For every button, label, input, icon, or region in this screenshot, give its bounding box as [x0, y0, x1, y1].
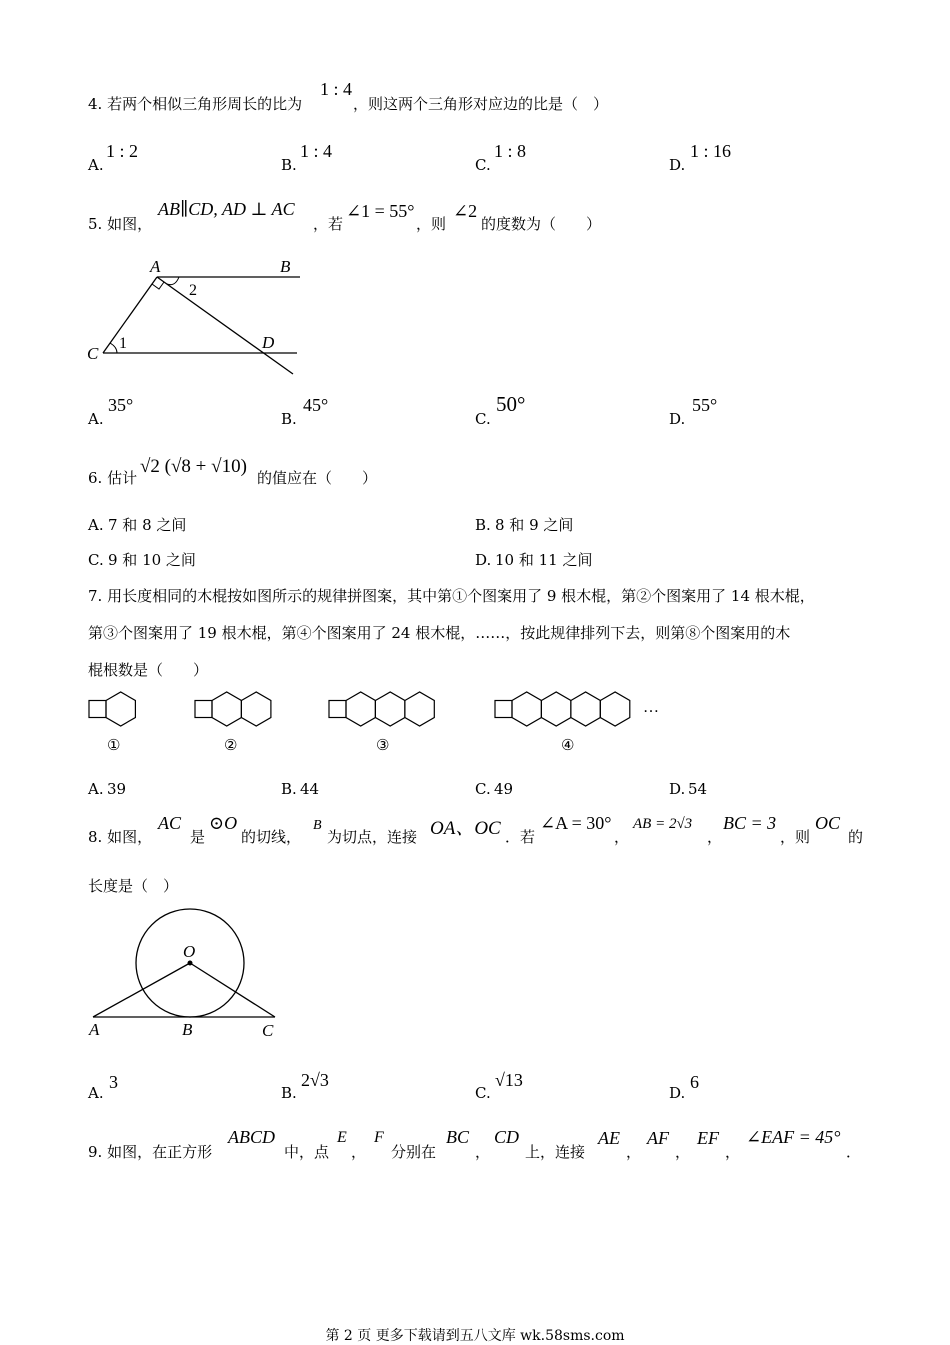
line-oc — [190, 963, 275, 1017]
q7-figure-label-4: ④ — [561, 736, 575, 754]
q8-option-d-value: 6 — [690, 1072, 699, 1092]
q8-option-c-label: C. — [475, 1084, 491, 1102]
q8-stem-a: 8. 如图， — [88, 828, 153, 846]
q5-figure — [85, 255, 310, 380]
q9-ae: AE — [598, 1128, 620, 1148]
q7-figure-label-3: ③ — [376, 736, 390, 754]
q8-comma-1: ， — [614, 828, 630, 846]
q7-option-d-label: D. — [669, 780, 686, 798]
q5-stem-c: ，则 — [416, 215, 447, 233]
q6-expression: √2 (√8 + √10) — [140, 456, 247, 477]
q9-af: AF — [647, 1128, 669, 1148]
q4-option-a-value: 1 : 2 — [106, 141, 139, 161]
q7-option-d-value: 54 — [688, 780, 708, 798]
q6-option-a-value: 7 和 8 之间 — [108, 516, 187, 534]
q6-option-b-value: 8 和 9 之间 — [495, 516, 574, 534]
right-angle-mark — [152, 282, 164, 289]
label-1: 1 — [119, 335, 127, 352]
label-a: A — [89, 1020, 100, 1039]
pattern-3-hexagon — [375, 692, 405, 726]
angle2-arc — [167, 277, 179, 285]
q7-line2: 第③个图案用了 19 根木棍，第④个图案用了 24 根木棍，……，按此规律排列下去，则第⑧个图案用的木 — [88, 624, 791, 642]
pattern-2-square — [195, 701, 212, 718]
q8-angle: ∠A = 30° — [540, 813, 612, 833]
q9-comma-2: ， — [475, 1143, 491, 1161]
page-footer: 第 2 页 更多下载请到五八文库 wk.58sms.com — [325, 1328, 625, 1344]
q5-option-a-value: 35° — [108, 395, 134, 415]
q7-option-a-label: A. — [88, 780, 104, 798]
q8-b: B — [313, 818, 322, 833]
q8-ze: ，则 — [780, 828, 811, 846]
line-ad — [157, 277, 293, 374]
q7-figure-label-1: ① — [107, 736, 121, 754]
label-2: 2 — [189, 282, 197, 299]
pattern-4-hexagon — [571, 692, 600, 726]
q7-option-a-value: 39 — [107, 780, 127, 798]
q9-comma-4: ， — [675, 1143, 691, 1161]
q9-abcd: ABCD — [228, 1127, 275, 1147]
q4-option-b-value: 1 : 4 — [300, 141, 333, 161]
q6-option-b-label: B. — [475, 516, 491, 534]
q8-ac: AC — [158, 813, 182, 833]
q4-option-d-label: D. — [669, 156, 686, 174]
angle1-arc — [110, 343, 117, 353]
q8-oa-oc: OA、OC — [430, 818, 501, 839]
q6-option-c-value: 9 和 10 之间 — [108, 551, 196, 569]
label-b: B — [280, 257, 291, 276]
label-o: O — [183, 942, 196, 961]
q4-option-a-label: A. — [88, 156, 104, 174]
q5-option-b-label: B. — [281, 410, 297, 428]
q5-stem-d: 的度数为（ ） — [481, 215, 602, 233]
q8-option-b-value: 2√3 — [301, 1070, 329, 1090]
q5-condition: AB∥CD, AD ⊥ AC — [158, 199, 295, 219]
pattern-4-hexagon — [512, 692, 541, 726]
pattern-3-hexagon — [346, 692, 375, 726]
q9-comma-1: ， — [351, 1143, 367, 1161]
q4-option-d-value: 1 : 16 — [690, 141, 732, 161]
q6-stem-b: 的值应在（ ） — [257, 469, 378, 487]
pattern-3-square — [329, 701, 346, 718]
line-oa — [93, 963, 190, 1017]
q4-ratio: 1 : 4 — [320, 79, 353, 99]
q8-option-c-value: √13 — [495, 1070, 523, 1090]
q8-figure — [85, 905, 285, 1045]
q5-stem-b: ，若 — [313, 215, 344, 233]
q5-option-d-label: D. — [669, 410, 686, 428]
q8-circle: ⊙O — [209, 813, 238, 833]
pattern-2-hexagon — [212, 692, 241, 726]
q8-tangent: 的切线， — [241, 828, 302, 846]
q9-shang: 上，连接 — [525, 1143, 586, 1161]
q9-comma-3: ， — [626, 1143, 642, 1161]
q9-ef: EF — [697, 1128, 719, 1148]
q8-option-a-label: A. — [88, 1084, 104, 1102]
pattern-4-hexagon — [541, 692, 571, 726]
q5-angle2: ∠2 — [453, 201, 478, 221]
q9-bc: BC — [446, 1127, 470, 1147]
q9-cd: CD — [494, 1127, 520, 1147]
q6-stem-a: 6. 估计 — [88, 469, 138, 487]
q8-option-a-value: 3 — [109, 1072, 118, 1092]
q5-stem-a: 5. 如图， — [88, 215, 153, 233]
label-a: A — [150, 257, 161, 276]
label-b: B — [182, 1020, 193, 1039]
q5-option-d-value: 55° — [692, 395, 718, 415]
q4-stem-a: 4. 若两个相似三角形周长的比为 — [88, 95, 303, 113]
q7-figure-label-2: ② — [224, 736, 238, 754]
q5-option-a-label: A. — [88, 410, 104, 428]
q7-option-b-label: B. — [281, 780, 297, 798]
q9-comma-5: ， — [725, 1143, 741, 1161]
q8-point: 为切点，连接 — [327, 828, 418, 846]
label-d: D — [262, 333, 275, 352]
q4-option-c-label: C. — [475, 156, 491, 174]
q8-ab: AB = 2√3 — [633, 816, 693, 832]
q7-line3: 棍根数是（ ） — [88, 661, 209, 679]
patterns-ellipsis: … — [643, 699, 659, 716]
q8-is: 是 — [190, 828, 206, 846]
q4-option-b-label: B. — [281, 156, 297, 174]
q9-angle: ∠EAF = 45° — [746, 1127, 841, 1147]
pattern-3-hexagon — [405, 692, 434, 726]
q4-stem-b: ，则这两个三角形对应边的比是（ ） — [353, 95, 609, 113]
q8-comma-2: ， — [707, 828, 723, 846]
q4-option-c-value: 1 : 8 — [494, 141, 527, 161]
q9-f: F — [374, 1129, 384, 1146]
q8-ruo: ．若 — [505, 828, 536, 846]
pattern-4-square — [495, 701, 512, 718]
q9-e: E — [337, 1129, 347, 1146]
q8-line2: 长度是（ ） — [88, 877, 179, 895]
pattern-2-hexagon — [241, 692, 271, 726]
q8-de: 的 — [848, 828, 864, 846]
center-dot — [188, 961, 193, 966]
q7-option-c-value: 49 — [494, 780, 514, 798]
q8-oc: OC — [815, 813, 841, 833]
q9-stem-a: 9. 如图，在正方形 — [88, 1143, 213, 1161]
q5-option-c-label: C. — [475, 410, 491, 428]
q8-option-d-label: D. — [669, 1084, 686, 1102]
q7-option-b-value: 44 — [300, 780, 320, 798]
q6-option-c-label: C. — [88, 551, 104, 569]
q6-option-a-label: A. — [88, 516, 104, 534]
label-c: C — [262, 1021, 274, 1040]
pattern-4-hexagon — [600, 692, 630, 726]
q9-fenbie: 分别在 — [391, 1143, 437, 1161]
q8-bc: BC = 3 — [723, 813, 777, 833]
pattern-group — [89, 692, 630, 726]
pattern-1-square — [89, 701, 106, 718]
pattern-1-hexagon — [106, 692, 135, 726]
line-ac — [103, 277, 157, 353]
q9-end: ． — [846, 1143, 862, 1161]
q8-option-b-label: B. — [281, 1084, 297, 1102]
q5-option-b-value: 45° — [303, 395, 329, 415]
q9-mid: 中，点 — [284, 1143, 330, 1161]
label-c: C — [87, 344, 99, 363]
q5-angle1: ∠1 = 55° — [346, 201, 415, 221]
q6-option-d-value: 10 和 11 之间 — [495, 551, 593, 569]
q7-patterns — [85, 688, 675, 730]
q7-option-c-label: C. — [475, 780, 491, 798]
q5-option-c-value: 50° — [496, 392, 526, 416]
q6-option-d-label: D. — [475, 551, 492, 569]
q7-line1: 7. 用长度相同的木棍按如图所示的规律拼图案，其中第①个图案用了 9 根木棍，第②个图案用了 14 根木棍， — [88, 587, 815, 605]
